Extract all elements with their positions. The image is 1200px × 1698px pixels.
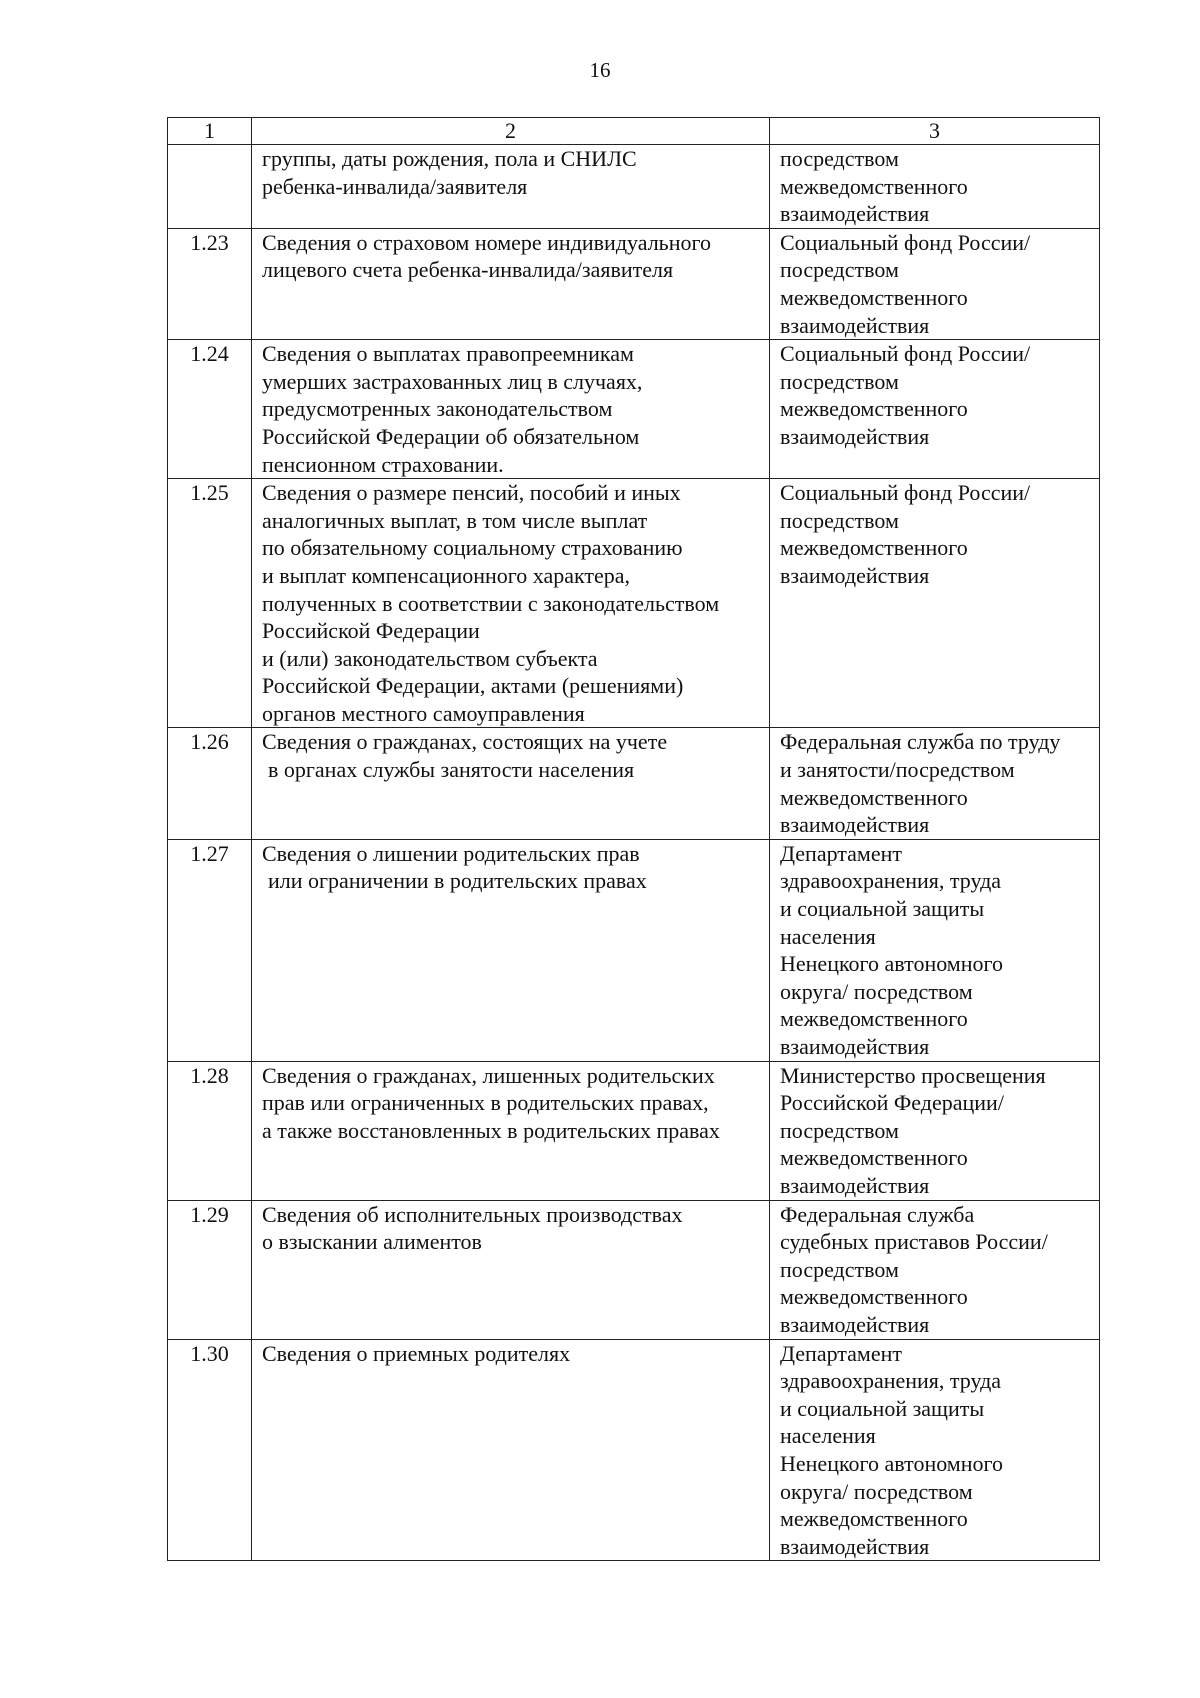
source-line: межведомственного — [780, 1284, 968, 1310]
description-line: по обязательному социальному страхованию — [262, 535, 683, 561]
description-line: Сведения о гражданах, лишенных родительских — [262, 1062, 715, 1088]
source-line: посредством — [780, 368, 899, 394]
description-line: а также восстановленных в родительских правах — [262, 1117, 720, 1143]
description-line: прав или ограниченных в родительских правах, — [262, 1090, 709, 1116]
description-line: Российской Федерации, актами (решениями) — [262, 673, 684, 699]
description-cell — [252, 1061, 770, 1200]
source-line: здравоохранения, труда — [780, 868, 1002, 894]
source-line: Российской Федерации/ — [780, 1090, 1004, 1116]
source-line: посредством — [780, 507, 899, 533]
description-line: и (или) законодательством субъекта — [262, 645, 598, 671]
source-cell — [770, 1339, 1100, 1561]
source-cell — [770, 1061, 1100, 1200]
row-number-cell: 1.28 — [168, 1061, 252, 1200]
description-line: Российской Федерации об обязательном — [262, 423, 640, 449]
row-number-cell — [168, 145, 252, 229]
table-row — [168, 1339, 1100, 1561]
source-cell — [770, 340, 1100, 479]
row-number-cell: 1.24 — [168, 340, 252, 479]
header-cell-3: 3 — [770, 118, 1100, 145]
source-line: взаимодействия — [780, 201, 930, 227]
source-line: посредством — [780, 257, 899, 283]
header-cell-1: 1 — [168, 118, 252, 145]
description-line: лицевого счета ребенка-инвалида/заявителя — [262, 257, 674, 283]
source-line: Федеральная служба — [780, 1201, 975, 1227]
source-line: межведомственного — [780, 784, 968, 810]
source-line: взаимодействия — [780, 812, 930, 838]
description-line: Сведения о лишении родительских прав — [262, 840, 640, 866]
table-row — [168, 340, 1100, 479]
description-cell — [252, 340, 770, 479]
source-line: и социальной защиты — [780, 896, 985, 922]
row-number-cell: 1.30 — [168, 1339, 252, 1561]
source-line: межведомственного — [780, 535, 968, 561]
source-line: Министерство просвещения — [780, 1062, 1046, 1088]
table-row — [168, 228, 1100, 339]
description-line: Сведения о выплатах правопреемникам — [262, 341, 634, 367]
page-number: 16 — [589, 58, 611, 82]
table-header-row — [168, 118, 1100, 145]
description-line: полученных в соответствии с законодательством — [262, 590, 720, 616]
source-line: судебных приставов России/ — [780, 1229, 1048, 1255]
table-row — [168, 145, 1100, 229]
row-number-cell: 1.25 — [168, 479, 252, 728]
source-line: посредством — [780, 1117, 899, 1143]
description-line: Сведения о гражданах, состоящих на учете — [262, 729, 668, 755]
source-line: межведомственного — [780, 1506, 968, 1532]
source-line: и занятости/посредством — [780, 757, 1015, 783]
source-line: здравоохранения, труда — [780, 1368, 1002, 1394]
source-line: Федеральная служба по труду — [780, 729, 1061, 755]
description-line: умерших застрахованных лиц в случаях, — [262, 368, 643, 394]
source-line: взаимодействия — [780, 1311, 930, 1337]
source-line: межведомственного — [780, 1006, 968, 1032]
source-line: посредством — [780, 146, 899, 171]
source-line: межведомственного — [780, 173, 968, 199]
table-row — [168, 1200, 1100, 1339]
table-row — [168, 728, 1100, 839]
description-line: группы, даты рождения, пола и СНИЛС — [262, 146, 637, 171]
source-cell — [770, 145, 1100, 229]
description-line: о взыскании алиментов — [262, 1229, 482, 1255]
description-cell — [252, 839, 770, 1061]
description-line: или ограничении в родительских правах — [268, 868, 647, 894]
row-number-cell: 1.23 — [168, 228, 252, 339]
source-line: населения — [780, 923, 876, 949]
source-line: Социальный фонд России/ — [780, 229, 1031, 255]
description-cell — [252, 728, 770, 839]
source-line: взаимодействия — [780, 1034, 930, 1059]
header-cell-2: 2 — [252, 118, 770, 145]
source-line: межведомственного — [780, 1145, 968, 1171]
description-cell — [252, 479, 770, 728]
source-line: взаимодействия — [780, 1533, 930, 1559]
source-line: Социальный фонд России/ — [780, 480, 1031, 506]
source-line: Департамент — [780, 1340, 903, 1366]
description-line: в органах службы занятости населения — [268, 757, 635, 783]
source-line: взаимодействия — [780, 312, 930, 338]
row-number-cell: 1.29 — [168, 1200, 252, 1339]
source-line: посредством — [780, 1256, 899, 1282]
description-line: предусмотренных законодательством — [262, 396, 613, 422]
source-line: Ненецкого автономного — [780, 1450, 1003, 1476]
description-line: Сведения об исполнительных производствах — [262, 1201, 683, 1227]
source-cell — [770, 1200, 1100, 1339]
row-number-cell: 1.26 — [168, 728, 252, 839]
source-cell — [770, 479, 1100, 728]
source-line: округа/ посредством — [780, 1478, 973, 1504]
description-line: Сведения о размере пенсий, пособий и иных — [262, 480, 681, 506]
source-line: взаимодействия — [780, 562, 930, 588]
description-line: органов местного самоуправления — [262, 700, 585, 726]
description-line: пенсионном страховании. — [262, 451, 504, 477]
description-line: и выплат компенсационного характера, — [262, 562, 631, 588]
table-row — [168, 479, 1100, 728]
source-line: Социальный фонд России/ — [780, 341, 1031, 367]
description-line: Сведения о приемных родителях — [262, 1340, 571, 1366]
table-row — [168, 839, 1100, 1061]
source-line: и социальной защиты — [780, 1395, 985, 1421]
description-cell — [252, 145, 770, 229]
source-line: Ненецкого автономного — [780, 951, 1003, 977]
table-row — [168, 1061, 1100, 1200]
source-line: населения — [780, 1423, 876, 1449]
source-line: Департамент — [780, 840, 903, 866]
description-line: ребенка-инвалида/заявителя — [262, 173, 528, 199]
source-cell — [770, 728, 1100, 839]
description-cell — [252, 1339, 770, 1561]
description-cell — [252, 1200, 770, 1339]
data-table — [167, 117, 1100, 1561]
source-line: межведомственного — [780, 396, 968, 422]
description-line: аналогичных выплат, в том числе выплат — [262, 507, 648, 533]
source-line: взаимодействия — [780, 1172, 930, 1198]
source-line: округа/ посредством — [780, 978, 973, 1004]
source-cell — [770, 228, 1100, 339]
row-number-cell: 1.27 — [168, 839, 252, 1061]
source-line: межведомственного — [780, 284, 968, 310]
description-line: Сведения о страховом номере индивидуального — [262, 229, 711, 255]
source-line: взаимодействия — [780, 423, 930, 449]
description-cell — [252, 228, 770, 339]
description-line: Российской Федерации — [262, 618, 480, 644]
source-cell — [770, 839, 1100, 1061]
